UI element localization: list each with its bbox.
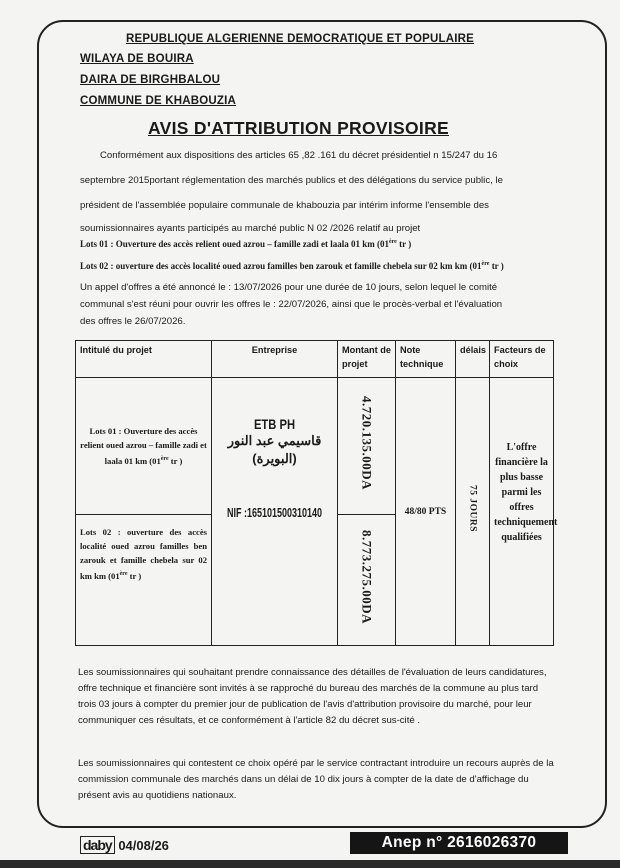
header-note: Note technique <box>396 341 456 378</box>
header-montant: Montant de projet <box>338 341 396 378</box>
delais-cell <box>456 378 490 646</box>
intro-line-4: soumissionnaires ayants participés au marché public N 02 /2026 relatif au projet <box>80 223 421 234</box>
note-cell <box>396 378 456 646</box>
closing-paragraph-1: Les soumissionnaires qui souhaitant prendre connaissance des détailles de l'évaluation de leurs candidatures, offre technique et financière sont invités à se rapproché du bureau des marchés de la commune au plus tard trois 03 jours à compter du premier jour de publication de l'avis d'attribution provisoire du marché, pour leur communiquer ces résultats, et ce conformément à l'article 82 du décret sus-cité . <box>78 667 547 726</box>
table-header-row <box>76 341 554 378</box>
anep-badge: Anep n° 2616026370 <box>350 832 568 854</box>
header-delais: délais <box>456 341 490 378</box>
closing-paragraph-2: Les soumissionnaires qui contestent ce choix opéré par le service contractant introduire un recours auprès de la commission communale des marchés dans un délai de 10 dix jours à compter de la date de d'affichage du présent avis au quotidiens nationaux. <box>78 758 554 801</box>
intro-line-2: septembre 2015portant réglementation des marchés publics et des délégations du service public, le <box>80 175 503 186</box>
newspaper-logo: daby <box>80 836 115 854</box>
bottom-rule <box>0 860 620 868</box>
delais-value: 75 JOURS <box>467 485 478 533</box>
note-value: 48/80 PTS <box>404 506 447 517</box>
header-facteurs: Facteurs de choix <box>490 341 554 378</box>
daira-heading: DAIRA DE BIRGHBALOU <box>80 74 221 86</box>
intro-line-3: président de l'assemblée populaire communale de khabouzia par intérim informe l'ensemble des <box>80 200 489 211</box>
attribution-table <box>75 340 558 646</box>
appel-line-2: communal s'est réuni pour ouvrir les offres le : 22/07/2026, ainsi que le procès-verbal et l'évaluation <box>80 299 503 310</box>
lot1-description: Lots 01 : Ouverture des accès relient oued azrou – famille zadi et laala 01 km (01ère tr ) <box>80 239 412 249</box>
entreprise-arabic-city: (البويرة) <box>252 451 297 466</box>
page-title: AVIS D'ATTRIBUTION PROVISOIRE <box>148 118 449 138</box>
commune-heading: COMMUNE DE KHABOUZIA <box>80 95 237 107</box>
entreprise-name: ETB PH <box>253 416 296 432</box>
wilaya-heading: WILAYA DE BOUIRA <box>80 53 194 65</box>
facteurs-value: L'offre financière la plus basse parmi les offres techniquement qualifiées <box>494 442 558 543</box>
entreprise-arabic-name: قاسيمي عبد النور <box>227 433 322 448</box>
table-row <box>76 378 554 515</box>
montant-lot1-cell <box>338 378 396 515</box>
facteurs-cell <box>490 378 558 646</box>
appel-line-3: des offres le 26/07/2026. <box>80 316 186 327</box>
header-intitule: Intitulé du projet <box>76 341 212 378</box>
entreprise-nif: NIF :165101500310140 <box>226 506 323 520</box>
entreprise-cell <box>212 378 338 646</box>
montant-lot1: 4.720.135.00DA <box>359 396 375 491</box>
footer-logo <box>80 836 169 854</box>
appel-line-1: Un appel d'offres a été annoncé le : 13/07/2026 pour une durée de 10 jours, selon lequel le comité <box>80 282 498 293</box>
montant-lot2-cell <box>338 515 396 646</box>
intro-line-1: Conformément aux dispositions des articles 65 ,82 .161 du décret présidentiel n 15/247 du 16 <box>100 150 498 161</box>
lot2-cell: Lots 02 : ouverture des accès localité oued azrou familles ben zarouk et famille chebela sur 02 km km (01ère tr ) <box>76 515 212 646</box>
lot1-cell: Lots 01 : Ouverture des accès relient oued azrou – famille zadi et laala 01 km (01ère tr ) <box>76 378 212 515</box>
header-entreprise: Entreprise <box>212 341 338 378</box>
lot2-description: Lots 02 : ouverture des accès localité oued azrou familles ben zarouk et famille chebela sur 02 km km (01ère tr ) <box>80 261 504 271</box>
montant-lot2: 8.773.275.00DA <box>359 530 375 625</box>
republic-heading: REPUBLIQUE ALGERIENNE DEMOCRATIQUE ET POPULAIRE <box>126 33 475 45</box>
footer-date: 04/08/26 <box>118 838 169 853</box>
